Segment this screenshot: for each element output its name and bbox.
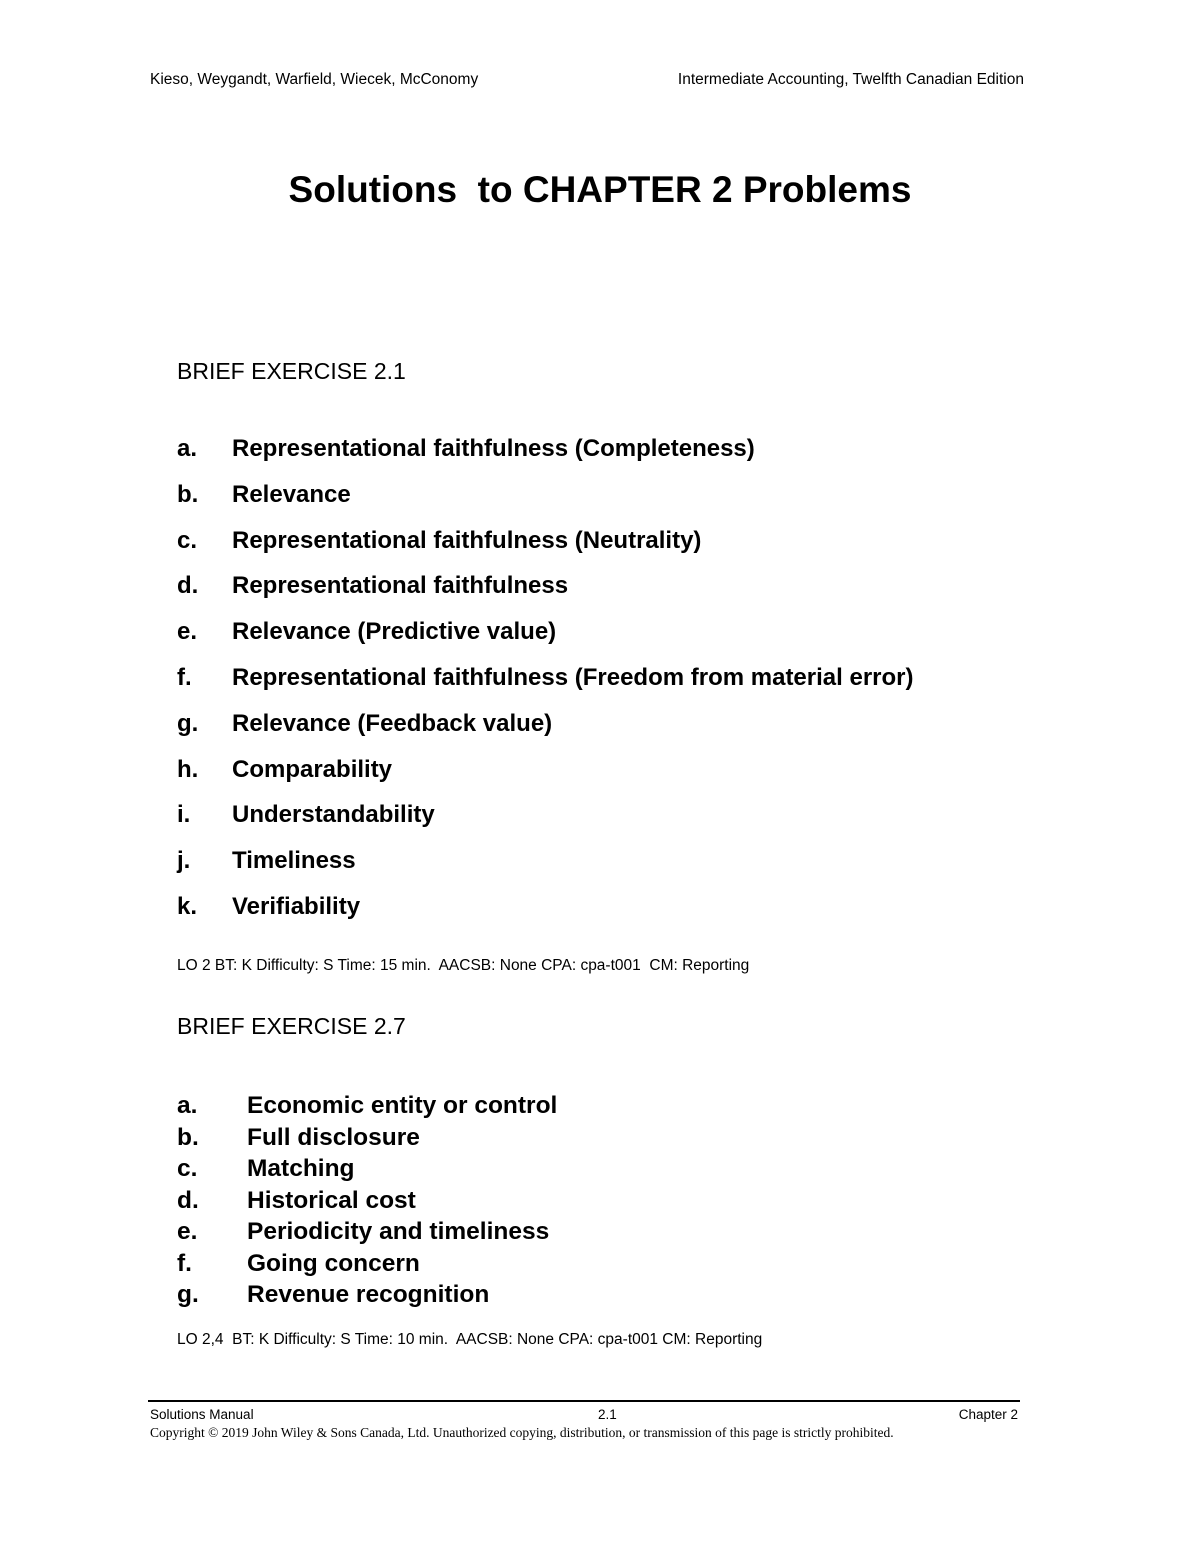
item-marker: g. (177, 709, 199, 737)
item-marker: j. (177, 847, 191, 875)
footer-right: Chapter 2 (958, 1407, 1018, 1422)
item-text: Matching (247, 1155, 355, 1182)
list-item (177, 1090, 557, 1122)
list-item (177, 798, 914, 844)
item-text: Relevance (Feedback value) (232, 709, 553, 737)
item-marker: b. (177, 1123, 199, 1151)
item-marker: c. (177, 1155, 198, 1182)
list-item (177, 524, 914, 570)
footer-divider (148, 1400, 1020, 1402)
exercise-heading-2-7: BRIEF EXERCISE 2.7 (177, 1013, 406, 1039)
list-item (177, 661, 914, 707)
item-text: Full disclosure (247, 1123, 420, 1151)
item-text: Relevance (Predictive value) (232, 618, 557, 646)
list-item (177, 432, 914, 478)
item-marker: a. (177, 435, 198, 462)
list-item (177, 1153, 557, 1185)
item-marker: c. (177, 526, 198, 554)
item-text: Verifiability (232, 892, 361, 920)
list-item (177, 707, 914, 753)
exercise-heading-2-1: BRIEF EXERCISE 2.1 (177, 358, 406, 384)
header-book-title: Intermediate Accounting, Twelfth Canadian Edition (677, 71, 1024, 88)
item-marker: d. (177, 1186, 199, 1214)
item-text: Representational faithfulness (232, 572, 569, 600)
exercise-2-7-meta: LO 2,4 BT: K Difficulty: S Time: 10 min. AACSB: None CPA: cpa-t001 CM: Reporting (177, 1331, 763, 1348)
item-marker: i. (177, 801, 191, 829)
item-marker: k. (177, 892, 198, 920)
item-marker: g. (177, 1281, 199, 1308)
item-marker: e. (177, 1218, 198, 1245)
item-marker: f. (177, 1249, 192, 1277)
page-header (150, 70, 1024, 90)
item-marker: e. (177, 618, 198, 646)
item-text: Periodicity and timeliness (247, 1218, 550, 1245)
item-text: Economic entity or control (247, 1092, 558, 1119)
list-item (177, 753, 914, 799)
item-text: Relevance (232, 480, 351, 508)
list-item (177, 844, 914, 890)
exercise-2-7-answer-list (177, 1090, 557, 1311)
item-text: Timeliness (232, 847, 356, 875)
copyright-notice: Copyright © 2019 John Wiley & Sons Canada, Ltd. Unauthorized copying, distribution, or transmission of this page is strictly prohibited. (150, 1425, 894, 1440)
item-text: Understandability (232, 801, 435, 829)
list-item (177, 1279, 557, 1311)
item-text: Representational faithfulness (Freedom from material error) (232, 663, 914, 691)
list-item (177, 615, 914, 661)
list-item (177, 1216, 557, 1248)
exercise-2-1-answer-list (177, 432, 914, 936)
header-authors: Kieso, Weygandt, Warfield, Wiecek, McConomy (150, 71, 479, 88)
item-text: Representational faithfulness (Completeness) (232, 435, 755, 462)
list-item (177, 1248, 557, 1280)
list-item (177, 1185, 557, 1217)
page-title: Solutions to CHAPTER 2 Problems (288, 168, 912, 210)
item-text: Comparability (232, 755, 393, 783)
item-text: Going concern (247, 1249, 420, 1277)
list-item (177, 1122, 557, 1154)
list-item (177, 478, 914, 524)
item-marker: h. (177, 755, 199, 783)
item-text: Revenue recognition (247, 1281, 490, 1308)
item-text: Representational faithfulness (Neutrality) (232, 526, 702, 554)
item-marker: d. (177, 572, 199, 600)
page-number: 2.1 (598, 1407, 617, 1422)
item-marker: a. (177, 1092, 198, 1119)
page-footer (150, 1406, 1018, 1423)
item-marker: b. (177, 480, 199, 508)
exercise-2-1-meta: LO 2 BT: K Difficulty: S Time: 15 min. AACSB: None CPA: cpa-t001 CM: Reporting (177, 957, 750, 974)
item-marker: f. (177, 663, 192, 691)
footer-left: Solutions Manual (150, 1407, 254, 1422)
item-text: Historical cost (247, 1186, 416, 1214)
list-item (177, 569, 914, 615)
list-item (177, 890, 914, 936)
